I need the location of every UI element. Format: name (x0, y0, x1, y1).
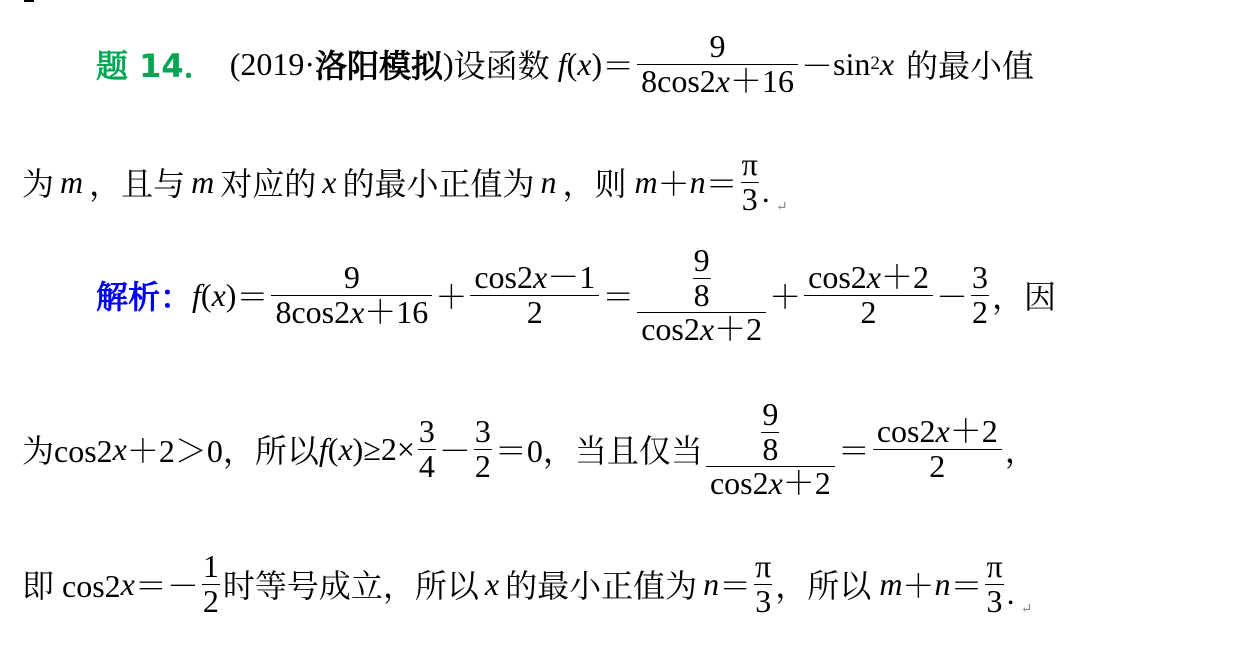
equality-condition-lhs: $\frac{\frac{9}{8}}{\cos 2x+2}$ (706, 398, 835, 501)
solution-frac-3-over-2: $\frac{3}{2}$ (972, 259, 988, 330)
solution-frac-2: $\frac{\cos 2x-1}{2}$ (470, 261, 599, 329)
answer-fraction-pi-over-3: $\frac{\pi}{3}$ (741, 146, 758, 217)
frac-pi-over-3-b: $\frac{\pi}{3}$ (986, 548, 1003, 619)
solution-line-3: 即 cos2 x ＝－ $\frac{1}{2}$ 时等号成立，所以 x 的最小正值为 n ＝ $\frac{\pi}{3}$ ，所以 m ＋ n ＝ $\frac{\pi}{3}$ . ↵ (22, 548, 1033, 619)
solution-line-2: 为cos2 x ＋2＞0，所以 f(x) ≥2× $\frac{3}{4}$ － $\frac{3}{2}$ ＝0，当且仅当 $\frac{\frac{9}{8}}{\cos 2x+2}$ ＝ $\frac{\cos 2x+2}{2}$ ， (22, 396, 1037, 502)
problem-line-1: 题 14． (2019· 洛阳模拟 ) 设函数 f(x) ＝ $\frac{9}{8\cos 2x+16}$ － sin 2 x 的最小值 (96, 28, 1035, 99)
min-value-text: 的最小值 (906, 48, 1035, 85)
return-mark-icon: ↵ (775, 200, 788, 216)
frac-pi-over-3-a: $\frac{\pi}{3}$ (755, 548, 772, 619)
problem-tag: 题 14． (96, 47, 216, 86)
var-m: m (60, 163, 84, 200)
equals: ＝ (602, 48, 635, 85)
sin-term: sin (833, 45, 871, 82)
source-open: (2019· (229, 45, 315, 82)
solution-line-1: 解析： f(x) ＝ $\frac{9}{8\cos 2x+16}$ ＋ $\frac{\cos 2x-1}{2}$ ＝ $\frac{\frac{9}{8}}{\cos 2x+2}$ ＋ $\frac{\cos 2x+2}{2}$ － $\frac{3}{2}$ ，因 (96, 242, 1057, 348)
frac-3-over-2-b: $\frac{3}{2}$ (474, 413, 491, 484)
solution-tag: 解析： (96, 278, 193, 317)
problem-intro: 设函数 (453, 48, 550, 85)
source-place: 洛阳模拟 (315, 47, 444, 86)
corner-mark (24, 0, 34, 2)
source-close: ) (443, 45, 454, 82)
frac-3-over-4: $\frac{3}{4}$ (418, 413, 435, 484)
frac-1-over-2: $\frac{1}{2}$ (202, 548, 219, 619)
solution-frac-3-compound: $\frac{\frac{9}{8}}{\cos 2x+2}$ (637, 244, 766, 347)
var-n: n (540, 163, 557, 200)
problem-line-2: 为 m ，且与 m 对应的 x 的最小正值为 n ，则 m ＋ n ＝ $\frac{\pi}{3}$ . ↵ (22, 146, 788, 217)
equality-condition-rhs: $\frac{\cos 2x+2}{2}$ (873, 415, 1002, 483)
func-f: f (557, 45, 567, 82)
solution-frac-1: $\frac{9}{8\cos 2x+16}$ (271, 261, 432, 329)
solution-frac-4: $\frac{\cos 2x+2}{2}$ (804, 261, 933, 329)
fraction-9-over-8cos2x-16: $\frac{9}{8\cos 2x+16}$ (637, 30, 798, 98)
return-mark-icon: ↵ (1020, 602, 1033, 618)
